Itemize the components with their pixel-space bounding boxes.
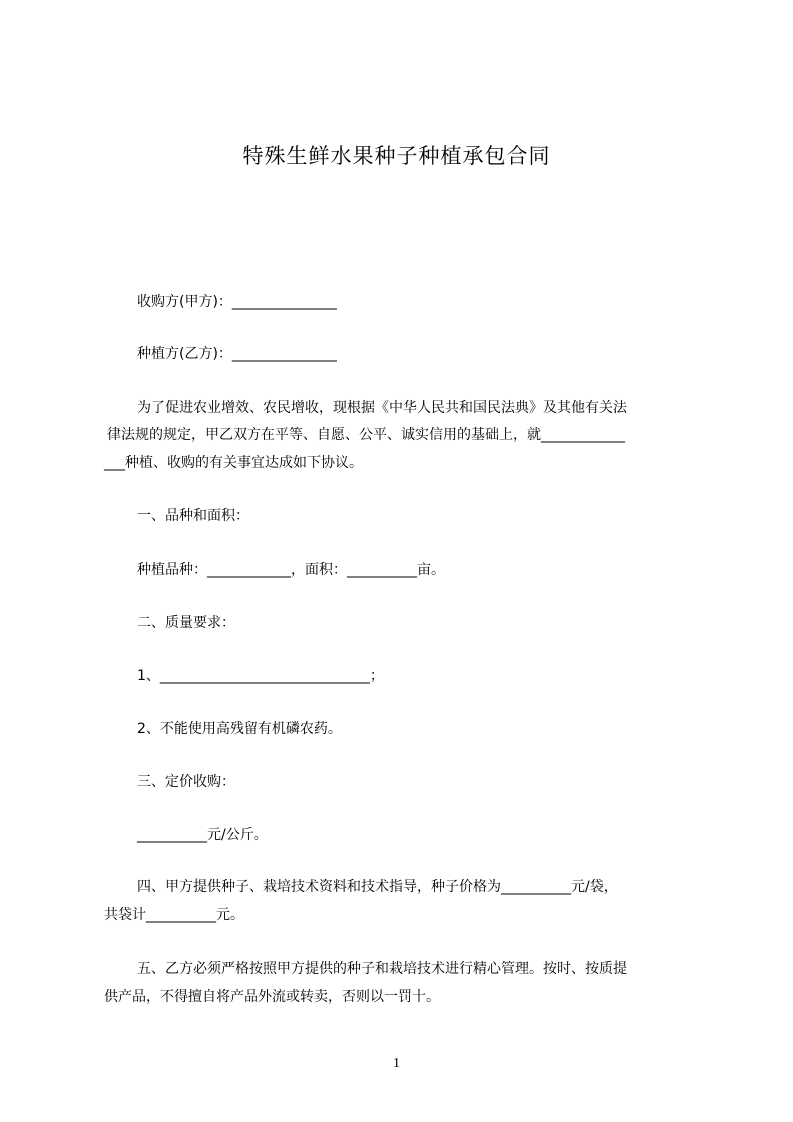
page-number: 1 (393, 1056, 400, 1071)
section-2-item-1: 1、______________________________； (137, 668, 384, 684)
section-5-line-2: 供产品，不得擅自将产品外流或转卖，否则以一罚十。 (104, 989, 440, 1005)
intro-line-1: 为了促进农业增效、农民增收，现根据《中华人民共和国民法典》及其他有关法 (137, 400, 627, 416)
section-3-heading: 三、定价收购： (137, 774, 235, 790)
section-4-line-2: 共袋计__________元。 (104, 907, 244, 923)
section-5-line-1: 五、乙方必须严格按照甲方提供的种子和栽培技术进行精心管理。按时、按质提 (137, 961, 627, 977)
section-1-body: 种植品种：____________，面积：__________亩。 (137, 562, 445, 578)
section-4-line-1: 四、甲方提供种子、栽培技术资料和技术指导，种子价格为__________元/袋， (137, 879, 618, 895)
party-b-line: 种植方(乙方)：_______________ (137, 346, 337, 362)
contract-title: 特殊生鲜水果种子种植承包合同 (242, 144, 551, 168)
intro-line-3: ___种植、收购的有关事宜达成如下协议。 (104, 455, 363, 471)
party-a-line: 收购方(甲方)：_______________ (137, 294, 337, 310)
section-2-item-2: 2、不能使用高残留有机磷农药。 (137, 721, 342, 737)
section-1-heading: 一、品种和面积： (137, 508, 249, 524)
section-2-heading: 二、质量要求： (137, 615, 235, 631)
section-3-body: __________元/公斤。 (137, 827, 268, 843)
intro-line-2: 律法规的规定，甲乙双方在平等、自愿、公平、诚实信用的基础上，就____________ (107, 427, 625, 443)
